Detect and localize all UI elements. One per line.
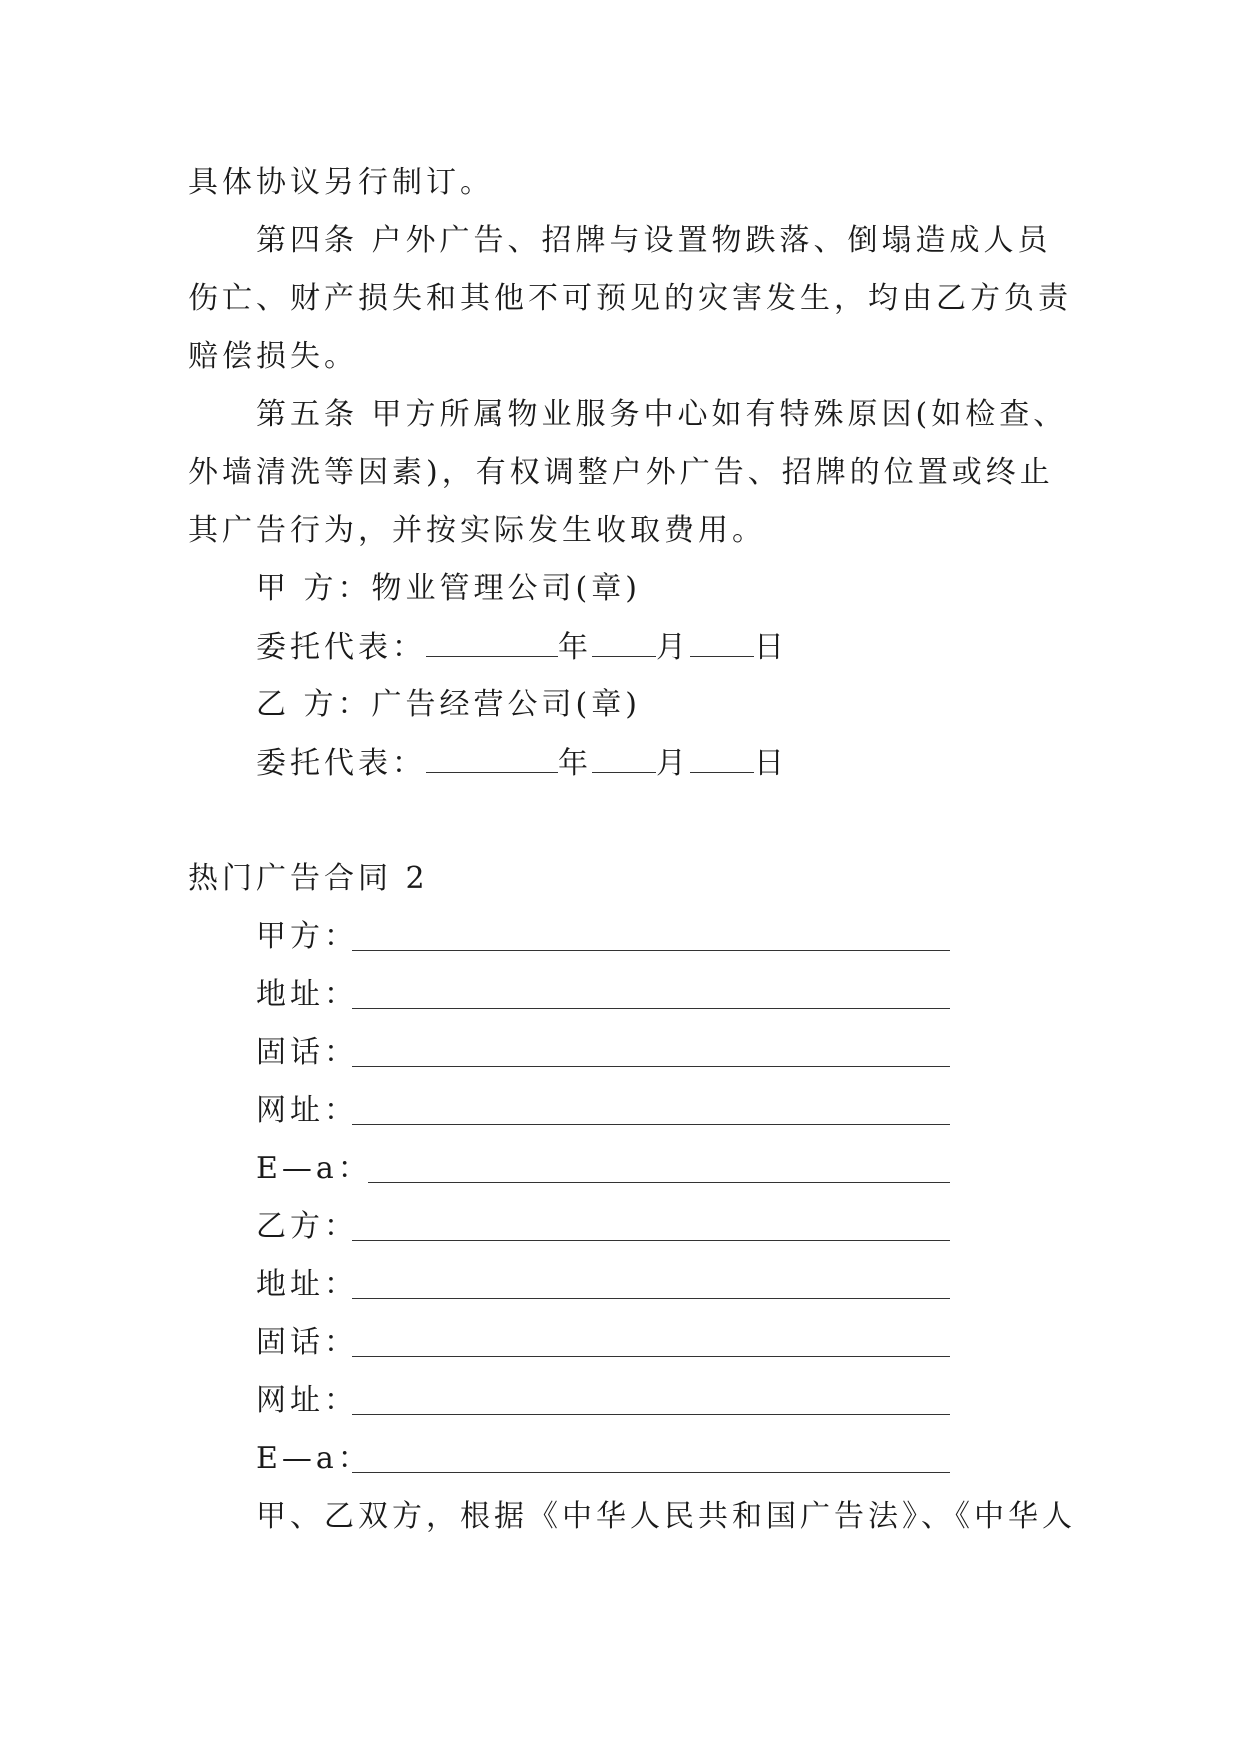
field-label: 地址： [256,1267,358,1302]
field-blank-line[interactable] [352,1008,950,1009]
field-label: 地址： [256,977,358,1012]
article-4-line-3: 赔偿损失。 [188,339,358,374]
field-label: 固话： [256,1035,358,1070]
field-blank-line[interactable] [352,1240,950,1241]
field-blank-line[interactable] [352,1066,950,1067]
representative-date-line-1 [256,632,788,663]
representative-date-line-2 [256,748,788,779]
day-label: 日 [754,630,788,665]
field-blank-line[interactable] [368,1182,950,1183]
field-blank-line[interactable] [352,1124,950,1125]
month-label: 月 [656,746,690,781]
day-label: 日 [754,746,788,781]
representative-label: 委托代表： [256,630,426,665]
blank-underline [592,632,656,657]
field-blank-line[interactable] [352,950,950,951]
representative-label: 委托代表： [256,746,426,781]
section-title: 热门广告合同 2 [188,861,429,896]
field-label: 网址： [256,1093,358,1128]
year-label: 年 [558,746,592,781]
field-label: 甲方： [256,919,358,954]
blank-underline [426,632,558,657]
blank-underline [690,748,754,773]
field-label: E—a： [256,1151,372,1186]
field-label: 乙方： [256,1209,358,1244]
field-label: E—a： [256,1441,372,1476]
article-5-line-3: 其广告行为，并按实际发生收取费用。 [188,513,766,548]
blank-underline [592,748,656,773]
closing-paragraph-line: 甲、乙双方，根据《中华人民共和国广告法》、《中华人 [256,1499,1076,1534]
article-4-line-2: 伤亡、财产损失和其他不可预见的灾害发生，均由乙方负责 [188,281,1072,316]
field-blank-line[interactable] [352,1356,950,1357]
year-label: 年 [558,630,592,665]
article-5-line-2: 外墙清洗等因素)，有权调整户外广告、招牌的位置或终止 [188,455,1054,490]
blank-underline [690,632,754,657]
field-blank-line[interactable] [352,1298,950,1299]
field-label: 网址： [256,1383,358,1418]
field-label: 固话： [256,1325,358,1360]
month-label: 月 [656,630,690,665]
article-4-line-1: 第四条 户外广告、招牌与设置物跌落、倒塌造成人员 [256,223,1052,258]
field-blank-line[interactable] [352,1414,950,1415]
blank-underline [426,748,558,773]
paragraph-line: 具体协议另行制订。 [188,165,494,200]
party-a-signature: 甲 方：物业管理公司(章) [256,571,641,606]
party-b-signature: 乙 方：广告经营公司(章) [256,687,641,722]
article-5-line-1: 第五条 甲方所属物业服务中心如有特殊原因(如检查、 [256,397,1068,432]
field-blank-line[interactable] [352,1472,950,1473]
